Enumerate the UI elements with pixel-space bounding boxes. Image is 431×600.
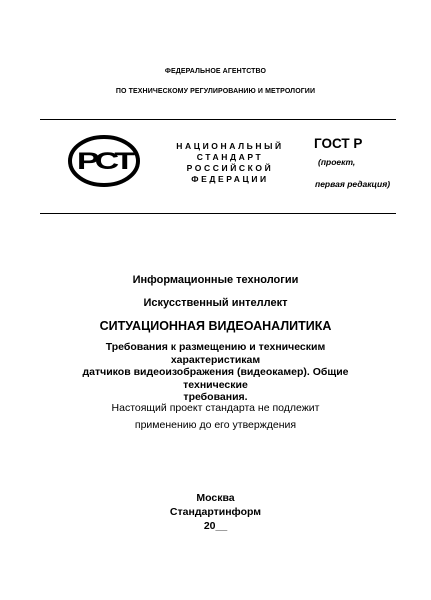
- document-title-3: СИТУАЦИОННАЯ ВИДЕОАНАЛИТИКА: [99, 319, 332, 333]
- standard-line-2: СТАНДАРТ: [196, 152, 264, 162]
- agency-name-line-1: ФЕДЕРАЛЬНОЕ АГЕНТСТВО: [164, 68, 267, 75]
- draft-notice-line-1: Настоящий проект стандарта не подлежит: [111, 402, 320, 414]
- header-top-rule: [40, 119, 396, 120]
- subtitle-line-3: требования.: [183, 391, 248, 403]
- document-subtitle: [60, 341, 371, 404]
- document-title-1: Информационные технологии: [132, 274, 299, 286]
- subtitle-line-1: Требования к размещению и техническим характеристикам: [105, 341, 326, 366]
- gost-draft-note: (проект,: [318, 157, 356, 167]
- header-bottom-rule: [40, 213, 396, 214]
- rst-certification-mark-icon: [67, 134, 141, 188]
- draft-notice-line-2: применению до его утверждения: [134, 419, 297, 431]
- publication-year: 20__: [203, 520, 228, 532]
- publisher-name: Стандартинформ: [169, 506, 262, 518]
- standard-line-1: НАЦИОНАЛЬНЫЙ: [176, 141, 284, 151]
- document-title-2: Искусственный интеллект: [143, 297, 288, 309]
- agency-name-line-2: ПО ТЕХНИЧЕСКОМУ РЕГУЛИРОВАНИЮ И МЕТРОЛОГИИ: [115, 88, 316, 95]
- subtitle-line-2: датчиков видеоизображения (видеокамер). Общие технические: [82, 366, 349, 391]
- standard-line-4: ФЕДЕРАЦИИ: [191, 174, 269, 184]
- standard-line-3: РОССИЙСКОЙ: [186, 163, 274, 173]
- publication-city: Москва: [196, 492, 235, 504]
- logo-text: РСТ: [76, 147, 132, 175]
- gost-edition-note: первая редакция): [315, 179, 391, 189]
- gost-designation: ГОСТ Р: [314, 136, 363, 151]
